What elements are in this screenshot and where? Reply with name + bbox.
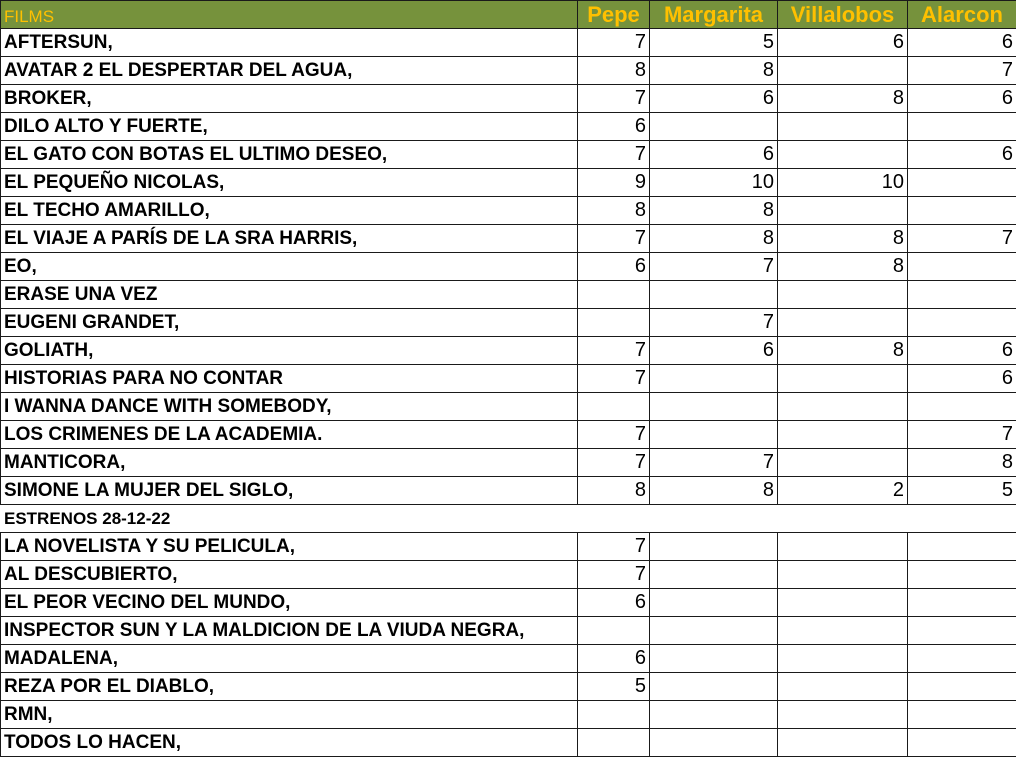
film-title-cell[interactable]: REZA POR EL DIABLO, xyxy=(1,673,578,701)
score-cell-margarita[interactable]: 10 xyxy=(650,169,778,197)
score-cell-villalobos[interactable]: 8 xyxy=(778,85,908,113)
table-row xyxy=(1,673,1016,701)
header-cell-films[interactable]: FILMS xyxy=(1,1,578,29)
score-cell-villalobos[interactable]: 6 xyxy=(778,29,908,57)
film-title-cell[interactable]: EL PEOR VECINO DEL MUNDO, xyxy=(1,589,578,617)
film-title-cell[interactable]: INSPECTOR SUN Y LA MALDICION DE LA VIUDA NEGRA, xyxy=(1,617,578,645)
film-title-cell[interactable]: MADALENA, xyxy=(1,645,578,673)
score-cell-alarcon[interactable]: 7 xyxy=(908,421,1016,449)
score-cell-margarita[interactable] xyxy=(650,533,778,561)
score-cell-alarcon[interactable]: 6 xyxy=(908,337,1016,365)
table-row xyxy=(1,141,1016,169)
header-cell-alarcon[interactable]: Alarcon xyxy=(908,1,1016,29)
score-cell-margarita[interactable] xyxy=(650,113,778,141)
score-cell-alarcon[interactable] xyxy=(908,673,1016,701)
score-cell-alarcon[interactable] xyxy=(908,617,1016,645)
film-title-cell[interactable]: DILO ALTO Y FUERTE, xyxy=(1,113,578,141)
score-cell-alarcon[interactable] xyxy=(908,701,1016,729)
score-cell-margarita[interactable]: 8 xyxy=(650,197,778,225)
score-cell-villalobos[interactable] xyxy=(778,309,908,337)
header-cell-villalobos[interactable]: Villalobos xyxy=(778,1,908,29)
table-row xyxy=(1,477,1016,505)
header-cell-margarita[interactable]: Margarita xyxy=(650,1,778,29)
film-title-cell[interactable]: I WANNA DANCE WITH SOMEBODY, xyxy=(1,393,578,421)
film-title-cell[interactable]: HISTORIAS PARA NO CONTAR xyxy=(1,365,578,393)
table-row xyxy=(1,617,1016,645)
score-cell-alarcon[interactable] xyxy=(908,729,1016,757)
score-cell-margarita[interactable] xyxy=(650,617,778,645)
score-cell-pepe[interactable]: 7 xyxy=(578,29,650,57)
score-cell-alarcon[interactable] xyxy=(908,561,1016,589)
section-title-cell[interactable]: ESTRENOS 28-12-22 xyxy=(1,505,578,533)
score-cell-margarita[interactable]: 7 xyxy=(650,449,778,477)
score-cell-margarita[interactable] xyxy=(650,701,778,729)
score-cell-pepe[interactable]: 8 xyxy=(578,57,650,85)
score-cell-alarcon[interactable]: 6 xyxy=(908,85,1016,113)
score-cell-alarcon[interactable]: 7 xyxy=(908,225,1016,253)
score-cell-alarcon[interactable] xyxy=(908,113,1016,141)
film-title-cell[interactable]: EL TECHO AMARILLO, xyxy=(1,197,578,225)
score-cell-alarcon[interactable]: 7 xyxy=(908,57,1016,85)
film-title-cell[interactable]: SIMONE LA MUJER DEL SIGLO, xyxy=(1,477,578,505)
score-cell-margarita[interactable]: 7 xyxy=(650,309,778,337)
score-cell-alarcon[interactable] xyxy=(908,393,1016,421)
score-cell-pepe[interactable]: 7 xyxy=(578,365,650,393)
score-cell-pepe[interactable] xyxy=(578,281,650,309)
score-cell-villalobos[interactable] xyxy=(778,281,908,309)
film-title-cell[interactable]: BROKER, xyxy=(1,85,578,113)
table-row xyxy=(1,253,1016,281)
score-cell-villalobos[interactable]: 8 xyxy=(778,337,908,365)
section-row xyxy=(1,505,1016,533)
table-row xyxy=(1,365,1016,393)
score-cell-pepe[interactable]: 6 xyxy=(578,645,650,673)
score-cell-margarita[interactable] xyxy=(650,505,778,533)
score-cell-villalobos[interactable] xyxy=(778,617,908,645)
score-cell-pepe[interactable]: 6 xyxy=(578,589,650,617)
score-cell-pepe[interactable]: 5 xyxy=(578,673,650,701)
table-row xyxy=(1,421,1016,449)
score-cell-margarita[interactable]: 8 xyxy=(650,57,778,85)
score-cell-pepe[interactable]: 7 xyxy=(578,533,650,561)
film-title-cell[interactable]: AFTERSUN, xyxy=(1,29,578,57)
score-cell-villalobos[interactable] xyxy=(778,449,908,477)
table-row xyxy=(1,449,1016,477)
film-title-cell[interactable]: GOLIATH, xyxy=(1,337,578,365)
score-cell-villalobos[interactable]: 2 xyxy=(778,477,908,505)
score-cell-margarita[interactable] xyxy=(650,561,778,589)
score-cell-alarcon[interactable]: 6 xyxy=(908,29,1016,57)
score-cell-villalobos[interactable] xyxy=(778,57,908,85)
score-cell-villalobos[interactable] xyxy=(778,533,908,561)
score-cell-alarcon[interactable] xyxy=(908,281,1016,309)
score-cell-villalobos[interactable] xyxy=(778,197,908,225)
score-cell-pepe[interactable]: 6 xyxy=(578,113,650,141)
score-cell-margarita[interactable]: 5 xyxy=(650,29,778,57)
score-cell-pepe[interactable] xyxy=(578,701,650,729)
score-cell-pepe[interactable]: 9 xyxy=(578,169,650,197)
score-cell-pepe[interactable]: 8 xyxy=(578,197,650,225)
score-cell-villalobos[interactable] xyxy=(778,729,908,757)
score-cell-villalobos[interactable] xyxy=(778,505,908,533)
table-row xyxy=(1,589,1016,617)
film-title-cell[interactable]: AVATAR 2 EL DESPERTAR DEL AGUA, xyxy=(1,57,578,85)
film-title-cell[interactable]: ERASE UNA VEZ xyxy=(1,281,578,309)
score-cell-alarcon[interactable] xyxy=(908,253,1016,281)
score-cell-margarita[interactable] xyxy=(650,421,778,449)
table-row xyxy=(1,729,1016,757)
score-cell-margarita[interactable] xyxy=(650,281,778,309)
score-cell-villalobos[interactable] xyxy=(778,673,908,701)
score-cell-pepe[interactable]: 7 xyxy=(578,141,650,169)
score-cell-pepe[interactable]: 8 xyxy=(578,477,650,505)
score-cell-pepe[interactable]: 7 xyxy=(578,421,650,449)
score-cell-villalobos[interactable] xyxy=(778,561,908,589)
score-cell-pepe[interactable] xyxy=(578,505,650,533)
score-cell-alarcon[interactable] xyxy=(908,645,1016,673)
film-title-cell[interactable]: TODOS LO HACEN, xyxy=(1,729,578,757)
score-cell-villalobos[interactable]: 10 xyxy=(778,169,908,197)
table-row xyxy=(1,309,1016,337)
score-cell-margarita[interactable] xyxy=(650,589,778,617)
table-row xyxy=(1,225,1016,253)
film-title-cell[interactable]: EUGENI GRANDET, xyxy=(1,309,578,337)
table-row xyxy=(1,561,1016,589)
table-row xyxy=(1,169,1016,197)
score-cell-alarcon[interactable]: 6 xyxy=(908,365,1016,393)
score-cell-pepe[interactable] xyxy=(578,393,650,421)
score-cell-alarcon[interactable] xyxy=(908,533,1016,561)
score-cell-margarita[interactable] xyxy=(650,729,778,757)
table-row xyxy=(1,281,1016,309)
score-cell-margarita[interactable] xyxy=(650,673,778,701)
score-cell-pepe[interactable] xyxy=(578,729,650,757)
score-cell-villalobos[interactable] xyxy=(778,589,908,617)
table-row xyxy=(1,393,1016,421)
table-row xyxy=(1,645,1016,673)
table-row xyxy=(1,701,1016,729)
score-cell-villalobos[interactable] xyxy=(778,113,908,141)
score-cell-pepe[interactable] xyxy=(578,309,650,337)
score-cell-alarcon[interactable] xyxy=(908,169,1016,197)
score-cell-villalobos[interactable] xyxy=(778,701,908,729)
score-cell-margarita[interactable] xyxy=(650,365,778,393)
score-cell-villalobos[interactable] xyxy=(778,421,908,449)
score-cell-pepe[interactable]: 7 xyxy=(578,561,650,589)
score-cell-pepe[interactable]: 7 xyxy=(578,225,650,253)
score-cell-pepe[interactable]: 7 xyxy=(578,85,650,113)
score-cell-alarcon[interactable] xyxy=(908,309,1016,337)
score-cell-villalobos[interactable]: 8 xyxy=(778,253,908,281)
score-cell-alarcon[interactable]: 8 xyxy=(908,449,1016,477)
table-row xyxy=(1,57,1016,85)
film-title-cell[interactable]: LOS CRIMENES DE LA ACADEMIA. xyxy=(1,421,578,449)
score-cell-pepe[interactable]: 6 xyxy=(578,253,650,281)
table-row xyxy=(1,29,1016,57)
score-cell-alarcon[interactable] xyxy=(908,589,1016,617)
score-cell-pepe[interactable] xyxy=(578,617,650,645)
score-cell-margarita[interactable]: 6 xyxy=(650,85,778,113)
film-title-cell[interactable]: AL DESCUBIERTO, xyxy=(1,561,578,589)
table-row xyxy=(1,85,1016,113)
score-cell-alarcon[interactable]: 5 xyxy=(908,477,1016,505)
rating-rows xyxy=(1,29,1016,757)
table-row xyxy=(1,337,1016,365)
score-cell-margarita[interactable]: 6 xyxy=(650,337,778,365)
header-row xyxy=(1,1,1016,29)
table-row xyxy=(1,197,1016,225)
film-title-cell[interactable]: MANTICORA, xyxy=(1,449,578,477)
film-title-cell[interactable]: EL GATO CON BOTAS EL ULTIMO DESEO, xyxy=(1,141,578,169)
score-cell-margarita[interactable]: 6 xyxy=(650,141,778,169)
score-cell-pepe[interactable]: 7 xyxy=(578,449,650,477)
score-cell-villalobos[interactable]: 8 xyxy=(778,225,908,253)
table-row xyxy=(1,533,1016,561)
score-cell-villalobos[interactable] xyxy=(778,393,908,421)
film-title-cell[interactable]: LA NOVELISTA Y SU PELICULA, xyxy=(1,533,578,561)
header-cell-pepe[interactable]: Pepe xyxy=(578,1,650,29)
score-cell-pepe[interactable]: 7 xyxy=(578,337,650,365)
film-title-cell[interactable]: EL VIAJE A PARÍS DE LA SRA HARRIS, xyxy=(1,225,578,253)
score-cell-margarita[interactable]: 8 xyxy=(650,225,778,253)
film-title-cell[interactable]: EO, xyxy=(1,253,578,281)
score-cell-alarcon[interactable] xyxy=(908,505,1016,533)
score-cell-margarita[interactable]: 7 xyxy=(650,253,778,281)
film-title-cell[interactable]: EL PEQUEÑO NICOLAS, xyxy=(1,169,578,197)
score-cell-alarcon[interactable] xyxy=(908,197,1016,225)
score-cell-villalobos[interactable] xyxy=(778,365,908,393)
score-cell-margarita[interactable]: 8 xyxy=(650,477,778,505)
score-cell-margarita[interactable] xyxy=(650,393,778,421)
film-title-cell[interactable]: RMN, xyxy=(1,701,578,729)
table-row xyxy=(1,113,1016,141)
score-cell-alarcon[interactable]: 6 xyxy=(908,141,1016,169)
score-cell-margarita[interactable] xyxy=(650,645,778,673)
score-cell-villalobos[interactable] xyxy=(778,645,908,673)
score-cell-villalobos[interactable] xyxy=(778,141,908,169)
